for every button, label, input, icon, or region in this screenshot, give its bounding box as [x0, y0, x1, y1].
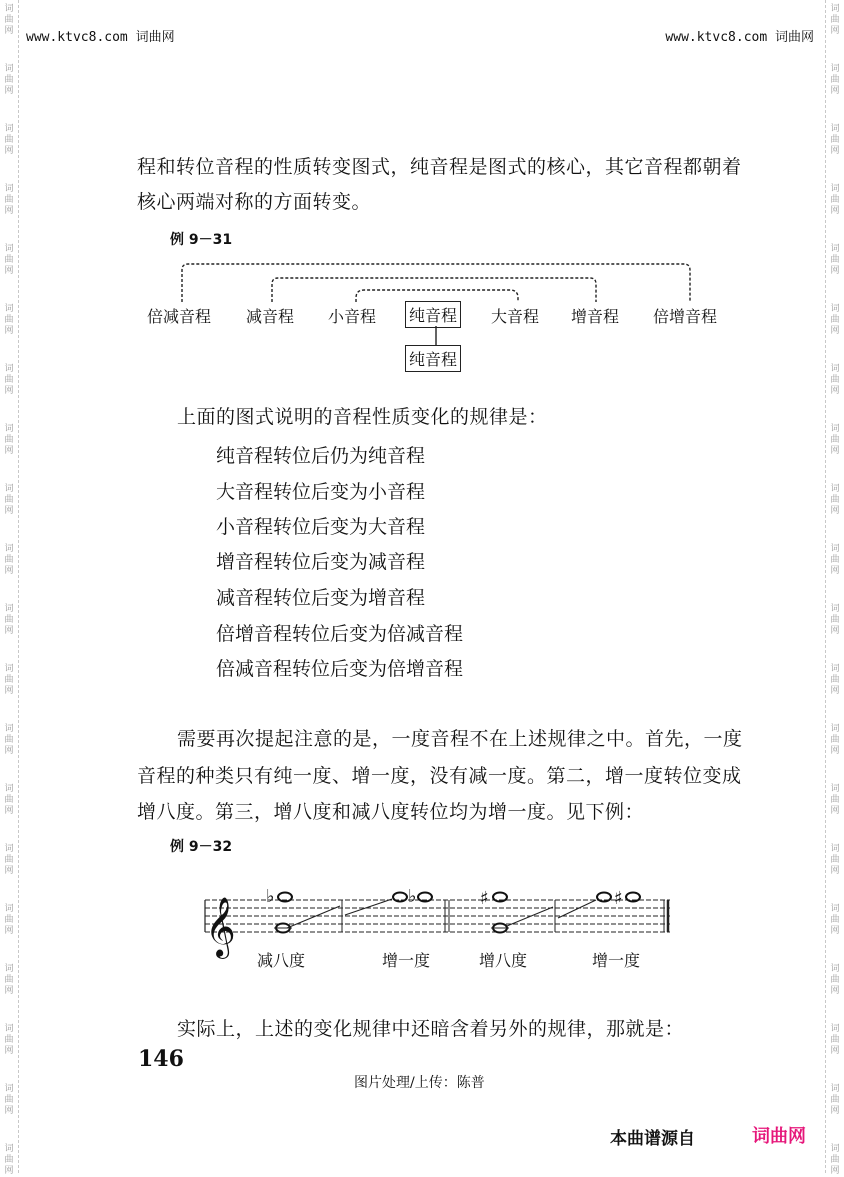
rule-item-1: 大音程转位后变为小音程	[216, 481, 426, 503]
diagram-item-1: 减音程	[246, 307, 295, 326]
staff-lines	[205, 900, 670, 932]
watermark-glyph: 词 曲 网	[830, 1024, 840, 1056]
note-line-3: 增八度。第三，增八度和减八度转位均为增一度。见下例：	[137, 801, 645, 823]
interval-label-1: 增一度	[382, 951, 431, 970]
watermark-glyph: 词 曲 网	[830, 784, 840, 816]
watermark-glyph: 词 曲 网	[830, 904, 840, 936]
intro-line-1: 程和转位音程的性质转变图式，纯音程是图式的核心，其它音程都朝着	[137, 156, 742, 178]
diagram-item-0: 倍减音程	[147, 307, 212, 326]
watermark-glyph: 词 曲 网	[4, 1084, 14, 1116]
closing-line: 实际上，上述的变化规律中还暗含着另外的规律，那就是：	[177, 1018, 685, 1040]
watermark-glyph: 词 曲 网	[830, 1144, 840, 1176]
watermark-glyph: 词 曲 网	[4, 844, 14, 876]
watermark-glyph: 词 曲 网	[4, 364, 14, 396]
rule-item-2: 小音程转位后变为大音程	[216, 516, 426, 538]
rule-item-6: 倍减音程转位后变为倍增音程	[216, 658, 464, 680]
watermark-glyph: 词 曲 网	[830, 844, 840, 876]
watermark-glyph: 词 曲 网	[4, 4, 14, 36]
flat-icon: ♭	[408, 886, 417, 907]
watermark-glyph: 词 曲 网	[4, 304, 14, 336]
watermark-glyph: 词 曲 网	[830, 724, 840, 756]
example-label-9-31: 例 9－31	[170, 232, 233, 248]
watermark-glyph: 词 曲 网	[830, 544, 840, 576]
watermark-glyph: 词 曲 网	[830, 604, 840, 636]
upload-credit: 图片处理/上传：陈普	[354, 1075, 485, 1091]
watermark-glyph: 词 曲 网	[4, 1144, 14, 1176]
treble-clef-icon: 𝄞	[205, 897, 236, 957]
note-line-2: 音程的种类只有纯一度、增一度，没有减一度。第二，增一度转位变成	[137, 765, 742, 787]
watermark-glyph: 词 曲 网	[4, 184, 14, 216]
note-line-1: 需要再次提起注意的是，一度音程不在上述规律之中。首先，一度	[177, 728, 743, 750]
sharp-icon: ♯	[614, 888, 623, 909]
rules-heading: 上面的图式说明的音程性质变化的规律是：	[177, 406, 548, 428]
intro-line-2: 核心两端对称的方面转变。	[137, 191, 372, 213]
watermark-glyph: 词 曲 网	[830, 124, 840, 156]
flat-icon: ♭	[266, 886, 275, 907]
watermark-glyph: 词 曲 网	[830, 484, 840, 516]
diagram-item-4: 大音程	[491, 307, 540, 326]
watermark-glyph: 词 曲 网	[4, 424, 14, 456]
watermark-glyph: 词 曲 网	[830, 184, 840, 216]
sharp-icon: ♯	[480, 888, 489, 909]
rule-item-5: 倍增音程转位后变为倍减音程	[216, 623, 464, 645]
header-site-left: www.ktvc8.com 词曲网	[26, 30, 175, 45]
watermark-glyph: 词 曲 网	[4, 484, 14, 516]
watermark-glyph: 词 曲 网	[4, 604, 14, 636]
watermark-glyph: 词 曲 网	[4, 1024, 14, 1056]
rule-item-3: 增音程转位后变为减音程	[216, 551, 426, 573]
watermark-glyph: 词 曲 网	[830, 424, 840, 456]
rule-item-0: 纯音程转位后仍为纯音程	[216, 445, 426, 467]
watermark-glyph: 词 曲 网	[4, 544, 14, 576]
watermark-glyph: 词 曲 网	[830, 664, 840, 696]
diagram-center-below: 纯音程	[405, 345, 461, 372]
watermark-glyph: 词 曲 网	[830, 364, 840, 396]
watermark-glyph: 词 曲 网	[830, 4, 840, 36]
watermark-glyph: 词 曲 网	[830, 64, 840, 96]
page-number: 146	[138, 1046, 184, 1072]
watermark-glyph: 词 曲 网	[4, 124, 14, 156]
watermark-glyph: 词 曲 网	[4, 964, 14, 996]
example-label-9-32: 例 9－32	[170, 839, 233, 855]
diagram-item-2: 小音程	[328, 307, 377, 326]
watermark-glyph: 词 曲 网	[830, 964, 840, 996]
whole-note	[393, 893, 407, 902]
rule-item-4: 减音程转位后变为增音程	[216, 587, 426, 609]
watermark-glyph: 词 曲 网	[4, 724, 14, 756]
watermark-glyph: 词 曲 网	[4, 244, 14, 276]
brand-logo[interactable]: 词曲网	[752, 1126, 806, 1147]
watermark-glyph: 词 曲 网	[4, 664, 14, 696]
interval-label-3: 增一度	[592, 951, 641, 970]
interval-label-0: 减八度	[257, 951, 306, 970]
watermark-glyph: 词 曲 网	[830, 304, 840, 336]
watermark-glyph: 词 曲 网	[830, 1084, 840, 1116]
source-label: 本曲谱源自	[610, 1129, 695, 1149]
header-site-right: www.ktvc8.com 词曲网	[665, 30, 814, 45]
interval-label-2: 增八度	[479, 951, 528, 970]
watermark-glyph: 词 曲 网	[4, 64, 14, 96]
diagram-item-5: 增音程	[571, 307, 620, 326]
diagram-item-3: 纯音程	[405, 301, 461, 328]
diagram-item-6: 倍增音程	[653, 307, 718, 326]
watermark-glyph: 词 曲 网	[4, 904, 14, 936]
watermark-glyph: 词 曲 网	[4, 784, 14, 816]
watermark-glyph: 词 曲 网	[830, 244, 840, 276]
